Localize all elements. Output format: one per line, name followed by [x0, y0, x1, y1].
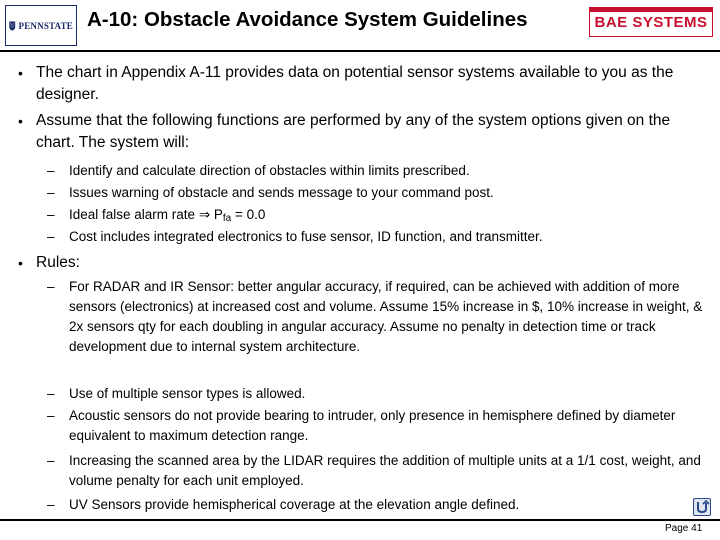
penn-state-shield-icon — [9, 11, 16, 41]
rule-item — [47, 406, 705, 446]
logo-right-text: BAE SYSTEMS — [594, 14, 708, 31]
pfa-subscript: fa — [222, 213, 232, 224]
bullet-symbol: • — [18, 113, 23, 129]
pfa-value: = 0.0 — [231, 207, 266, 222]
bullet-text: Rules: — [36, 254, 80, 271]
function-text — [69, 205, 705, 229]
pfa-symbol: P — [210, 207, 223, 222]
dash-symbol: – — [47, 497, 55, 512]
return-arrow-icon[interactable] — [693, 498, 711, 516]
function-item — [47, 183, 705, 203]
bullet-item — [18, 62, 704, 106]
logo-penn-state — [5, 5, 77, 46]
page-number: Page 41 — [665, 523, 703, 534]
implies-arrow-icon: ⇒ — [198, 207, 211, 222]
rule-text: Increasing the scanned area by the LIDAR requires the addition of multiple units at a 1/1 cost, weight, and volume penalty for each unit employed. — [69, 453, 701, 488]
logo-bae-systems — [589, 7, 713, 37]
dash-symbol: – — [47, 163, 55, 178]
logo-red-bar — [590, 8, 712, 12]
rule-item — [47, 495, 705, 515]
false-alarm-label: Ideal false alarm rate — [69, 207, 199, 222]
bullet-item — [18, 110, 704, 154]
rule-item — [47, 384, 705, 404]
function-item — [47, 161, 705, 181]
dash-symbol: – — [47, 279, 55, 294]
rule-text: Acoustic sensors do not provide bearing to intruder, only presence in hemisphere defined by diameter equivalent to maximum detection range. — [69, 408, 676, 443]
bullet-text: The chart in Appendix A-11 provides data on potential sensor systems available to you as the designer. — [36, 64, 674, 103]
rule-text: UV Sensors provide hemispherical coverage at the elevation angle defined. — [69, 497, 520, 512]
bullet-text: Assume that the following functions are performed by any of the system options given on the chart. The system will: — [36, 112, 671, 151]
dash-symbol: – — [47, 207, 55, 222]
rule-text: For RADAR and IR Sensor: better angular accuracy, if required, can be achieved with addition of more sensors (electronics) at increased cost and volume. Assume 15% increase in $, 10% increase in weight, & 2x sensors qty for each doubling in angular accuracy. Assume no penalty in detection time or track development due to internal system architecture. — [69, 279, 703, 354]
function-text: Identify and calculate direction of obstacles within limits prescribed. — [69, 163, 470, 178]
footer-rule — [0, 519, 720, 521]
rule-item — [47, 451, 705, 491]
function-item — [47, 227, 705, 247]
dash-symbol: – — [47, 229, 55, 244]
logo-left-text: PENNSTATE — [18, 20, 73, 31]
bullet-symbol: • — [18, 65, 23, 81]
dash-symbol: – — [47, 386, 55, 401]
page-title: A-10: Obstacle Avoidance System Guidelines — [87, 8, 528, 31]
rule-text: Use of multiple sensor types is allowed. — [69, 386, 306, 401]
bullet-item-rules — [18, 252, 704, 274]
bullet-symbol: • — [18, 255, 23, 271]
dash-symbol: – — [47, 408, 55, 423]
function-item — [47, 205, 705, 229]
dash-symbol: – — [47, 453, 55, 468]
function-text: Issues warning of obstacle and sends message to your command post. — [69, 185, 494, 200]
rule-item — [47, 277, 705, 357]
function-text: Cost includes integrated electronics to fuse sensor, ID function, and transmitter. — [69, 229, 543, 244]
header-rule — [0, 50, 720, 52]
dash-symbol: – — [47, 185, 55, 200]
return-arrow-glyph — [694, 499, 710, 515]
